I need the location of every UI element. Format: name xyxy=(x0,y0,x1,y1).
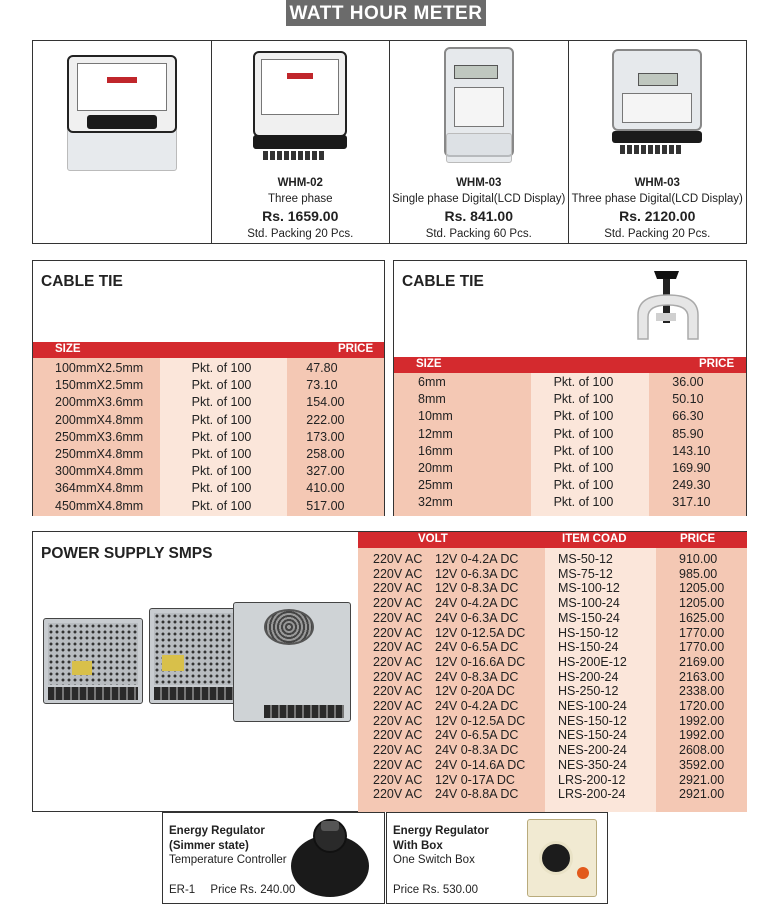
table-cell-price: 169.90 xyxy=(672,461,711,476)
table-cell-price: 1770.00 xyxy=(679,640,725,655)
meter-packing: Std. Packing 60 Pcs. xyxy=(425,228,532,240)
table-cell-size: 250mmX4.8mm xyxy=(55,447,144,462)
table-cell-price: 222.00 xyxy=(306,412,345,427)
table-cell-pack: Pkt. of 100 xyxy=(553,461,614,476)
table-row xyxy=(373,728,545,743)
table-cell-price: 1205.00 xyxy=(679,581,725,596)
table-cell-price: 517.00 xyxy=(306,498,345,513)
table-cell-price: 173.00 xyxy=(306,429,345,444)
table-cell-output: 12V 0-17A DC xyxy=(435,772,515,787)
table-cell-pack: Pkt. of 100 xyxy=(191,429,252,444)
table-cell-code: HS-150-12 xyxy=(558,625,619,640)
table-cell-input: 220V AC xyxy=(373,757,423,772)
table-cell-code: NES-350-24 xyxy=(558,757,627,772)
table-cell-output: 24V 0-6.3A DC xyxy=(435,610,519,625)
table-cell-output: 24V 0-4.2A DC xyxy=(435,596,519,611)
table-cell-code: LRS-200-24 xyxy=(558,787,626,802)
table-cell-price: 249.30 xyxy=(672,478,711,493)
table-cell-code: NES-100-24 xyxy=(558,699,627,714)
price-header: PRICE xyxy=(338,343,374,355)
meter-card xyxy=(33,41,212,243)
section-title: CABLE TIE xyxy=(41,273,123,290)
table-cell-pack: Pkt. of 100 xyxy=(191,498,252,513)
table-cell-input: 220V AC xyxy=(373,787,423,802)
table-cell-size: 250mmX3.6mm xyxy=(55,429,144,444)
table-cell-size: 20mm xyxy=(418,461,453,476)
table-cell-size: 25mm xyxy=(418,478,453,493)
table-row xyxy=(373,743,545,758)
cable-tie-panel-right xyxy=(393,260,747,516)
table-cell-price: 1770.00 xyxy=(679,625,725,640)
table-row xyxy=(373,567,545,582)
meter-card xyxy=(212,41,391,243)
meter-packing: Std. Packing 20 Pcs. xyxy=(604,228,711,240)
table-cell-pack: Pkt. of 100 xyxy=(553,409,614,424)
nail-clip-image xyxy=(616,265,736,351)
table-header xyxy=(358,532,747,548)
table-cell-code: MS-100-24 xyxy=(558,596,620,611)
table-cell-output: 12V 0-12.5A DC xyxy=(435,625,526,640)
table-cell-code: MS-50-12 xyxy=(558,552,613,566)
table-cell-input: 220V AC xyxy=(373,669,423,684)
table-cell-pack: Pkt. of 100 xyxy=(553,495,614,510)
table-cell-input: 220V AC xyxy=(373,728,423,743)
regulator-price: Price Rs. 240.00 xyxy=(210,884,296,896)
table-cell-input: 220V AC xyxy=(373,610,423,625)
regulator-subtitle: One Switch Box xyxy=(393,854,475,866)
table-cell-input: 220V AC xyxy=(373,654,423,669)
table-cell-output: 24V 0-8.8A DC xyxy=(435,787,519,802)
table-cell-price: 47.80 xyxy=(306,361,338,375)
table-cell-output: 24V 0-6.5A DC xyxy=(435,640,519,655)
table-cell-price: 2338.00 xyxy=(679,684,725,699)
table-row xyxy=(373,699,545,714)
table-cell-output: 12V 0-12.5A DC xyxy=(435,713,526,728)
meter-price: Rs. 2120.00 xyxy=(619,208,696,224)
table-cell-price: 66.30 xyxy=(672,409,704,424)
table-cell-input: 220V AC xyxy=(373,625,423,640)
table-cell-size: 16mm xyxy=(418,443,453,458)
table-cell-price: 2608.00 xyxy=(679,743,725,758)
table-cell-price: 143.10 xyxy=(672,443,711,458)
smps-panel xyxy=(32,531,747,812)
table-cell-price: 73.10 xyxy=(306,378,338,393)
table-cell-output: 12V 0-6.3A DC xyxy=(435,566,519,581)
digital-meter-image xyxy=(434,45,524,169)
section-title: POWER SUPPLY SMPS xyxy=(41,545,213,562)
table-cell-size: 300mmX4.8mm xyxy=(55,464,144,479)
table-cell-input: 220V AC xyxy=(373,640,423,655)
table-cell-input: 220V AC xyxy=(373,713,423,728)
table-cell-price: 1205.00 xyxy=(679,596,725,611)
table-cell-input: 220V AC xyxy=(373,596,423,611)
table-cell-price: 2169.00 xyxy=(679,654,725,669)
meter-description: Three phase xyxy=(267,193,333,205)
table-cell-input: 220V AC xyxy=(373,772,423,787)
table-cell-input: 220V AC xyxy=(373,552,423,566)
regulator-subtitle: Temperature Controller xyxy=(169,854,287,866)
meter-code: WHM-03 xyxy=(456,177,502,189)
table-row xyxy=(373,640,545,655)
table-cell-pack: Pkt. of 100 xyxy=(553,478,614,493)
table-row xyxy=(373,596,545,611)
table-cell-price: 327.00 xyxy=(306,464,345,479)
table-cell-code: NES-200-24 xyxy=(558,743,627,758)
table-cell-code: MS-100-12 xyxy=(558,581,620,596)
table-cell-price: 910.00 xyxy=(679,552,718,566)
table-cell-input: 220V AC xyxy=(373,566,423,581)
table-row xyxy=(373,684,545,699)
table-cell-pack: Pkt. of 100 xyxy=(553,426,614,441)
table-cell-code: NES-150-24 xyxy=(558,728,627,743)
energy-regulator-card xyxy=(162,812,385,904)
regulator-code: ER-1 xyxy=(169,884,196,896)
page-title: WATT HOUR METER xyxy=(286,0,486,26)
table-row xyxy=(373,611,545,626)
table-cell-output: 12V 0-4.2A DC xyxy=(435,552,519,566)
meter-code: WHM-02 xyxy=(277,177,323,189)
regulator-price: Price Rs. 530.00 xyxy=(393,884,479,896)
regulator-title-2: With Box xyxy=(393,839,443,852)
meter-card xyxy=(569,41,747,243)
energy-regulator-box-card xyxy=(386,812,608,904)
table-cell-price: 154.00 xyxy=(306,395,345,410)
table-cell-pack: Pkt. of 100 xyxy=(553,443,614,458)
watt-meter-row xyxy=(32,40,747,244)
table-cell-output: 24V 0-6.5A DC xyxy=(435,728,519,743)
table-cell-code: MS-150-24 xyxy=(558,610,620,625)
table-cell-size: 364mmX4.8mm xyxy=(55,481,144,496)
table-cell-output: 24V 0-8.3A DC xyxy=(435,743,519,758)
table-cell-output: 24V 0-4.2A DC xyxy=(435,699,519,714)
table-cell-price: 985.00 xyxy=(679,566,718,581)
table-cell-size: 6mm xyxy=(418,375,446,389)
table-cell-input: 220V AC xyxy=(373,743,423,758)
table-cell-pack: Pkt. of 100 xyxy=(553,375,614,389)
table-cell-price: 3592.00 xyxy=(679,757,725,772)
section-title: CABLE TIE xyxy=(402,273,484,290)
volt-header: VOLT xyxy=(418,533,448,545)
table-row xyxy=(373,714,545,729)
table-row xyxy=(373,773,545,788)
meter-price: Rs. 1659.00 xyxy=(262,208,339,224)
table-cell-pack: Pkt. of 100 xyxy=(191,395,252,410)
table-cell-pack: Pkt. of 100 xyxy=(191,378,252,393)
table-cell-input: 220V AC xyxy=(373,699,423,714)
table-cell-size: 10mm xyxy=(418,409,453,424)
regulator-title: Energy Regulator xyxy=(393,825,489,837)
meter-card xyxy=(390,41,569,243)
price-header: PRICE xyxy=(699,358,735,370)
table-header xyxy=(33,342,384,358)
single-phase-meter-image xyxy=(57,53,187,171)
table-row xyxy=(373,655,545,670)
table-cell-input: 220V AC xyxy=(373,684,423,699)
table-cell-price: 1992.00 xyxy=(679,728,725,743)
table-row xyxy=(373,787,545,802)
table-cell-price: 2921.00 xyxy=(679,772,725,787)
regulator-title: Energy Regulator xyxy=(169,825,265,837)
table-cell-output: 12V 0-16.6A DC xyxy=(435,654,526,669)
table-cell-pack: Pkt. of 100 xyxy=(191,481,252,496)
table-cell-price: 1625.00 xyxy=(679,610,725,625)
table-cell-price: 258.00 xyxy=(306,447,345,462)
table-cell-pack: Pkt. of 100 xyxy=(191,361,252,375)
table-cell-price: 1720.00 xyxy=(679,699,725,714)
table-row xyxy=(373,552,545,567)
table-cell-size: 150mmX2.5mm xyxy=(55,378,144,393)
table-cell-code: MS-75-12 xyxy=(558,566,613,581)
table-cell-price: 317.10 xyxy=(672,495,711,510)
table-cell-size: 450mmX4.8mm xyxy=(55,498,144,513)
size-header: SIZE xyxy=(416,358,442,370)
table-cell-output: 24V 0-14.6A DC xyxy=(435,757,526,772)
regulator-title-2: (Simmer state) xyxy=(169,839,249,852)
table-cell-input: 220V AC xyxy=(373,581,423,596)
table-cell-price: 85.90 xyxy=(672,426,704,441)
table-cell-price: 1992.00 xyxy=(679,713,725,728)
table-cell-price: 36.00 xyxy=(672,375,704,389)
meter-description: Single phase Digital(LCD Display) xyxy=(392,193,566,205)
table-cell-pack: Pkt. of 100 xyxy=(191,412,252,427)
table-row xyxy=(373,670,545,685)
three-phase-digital-meter-image xyxy=(602,47,712,171)
cable-tie-panel-left xyxy=(32,260,385,516)
table-cell-pack: Pkt. of 100 xyxy=(191,464,252,479)
meter-description: Three phase Digital(LCD Display) xyxy=(571,193,743,205)
table-cell-price: 2921.00 xyxy=(679,787,725,802)
table-header xyxy=(394,357,746,373)
table-cell-output: 12V 0-20A DC xyxy=(435,684,515,699)
table-cell-size: 12mm xyxy=(418,426,453,441)
table-row xyxy=(373,758,545,773)
three-phase-meter-image xyxy=(245,49,355,171)
table-cell-code: NES-150-12 xyxy=(558,713,627,728)
table-cell-output: 24V 0-8.3A DC xyxy=(435,669,519,684)
table-cell-size: 32mm xyxy=(418,495,453,510)
table-cell-code: HS-150-24 xyxy=(558,640,619,655)
table-cell-code: HS-200-24 xyxy=(558,669,619,684)
table-cell-size: 100mmX2.5mm xyxy=(55,361,144,375)
table-cell-pack: Pkt. of 100 xyxy=(553,392,614,407)
table-cell-price: 410.00 xyxy=(306,481,345,496)
table-cell-code: HS-200E-12 xyxy=(558,654,627,669)
table-row xyxy=(373,626,545,641)
table-cell-pack: Pkt. of 100 xyxy=(191,447,252,462)
table-cell-code: LRS-200-12 xyxy=(558,772,626,787)
table-cell-price: 50.10 xyxy=(672,392,704,407)
table-cell-code: HS-250-12 xyxy=(558,684,619,699)
meter-price: Rs. 841.00 xyxy=(444,208,513,224)
table-cell-size: 200mmX4.8mm xyxy=(55,412,144,427)
size-header: SIZE xyxy=(55,343,81,355)
table-row xyxy=(373,581,545,596)
meter-code: WHM-03 xyxy=(634,177,680,189)
price-header: PRICE xyxy=(680,533,716,545)
table-cell-size: 200mmX3.6mm xyxy=(55,395,144,410)
table-cell-size: 8mm xyxy=(418,392,446,407)
table-cell-output: 12V 0-8.3A DC xyxy=(435,581,519,596)
table-cell-price: 2163.00 xyxy=(679,669,725,684)
item-code-header: ITEM COAD xyxy=(562,533,627,545)
meter-packing: Std. Packing 20 Pcs. xyxy=(247,228,354,240)
